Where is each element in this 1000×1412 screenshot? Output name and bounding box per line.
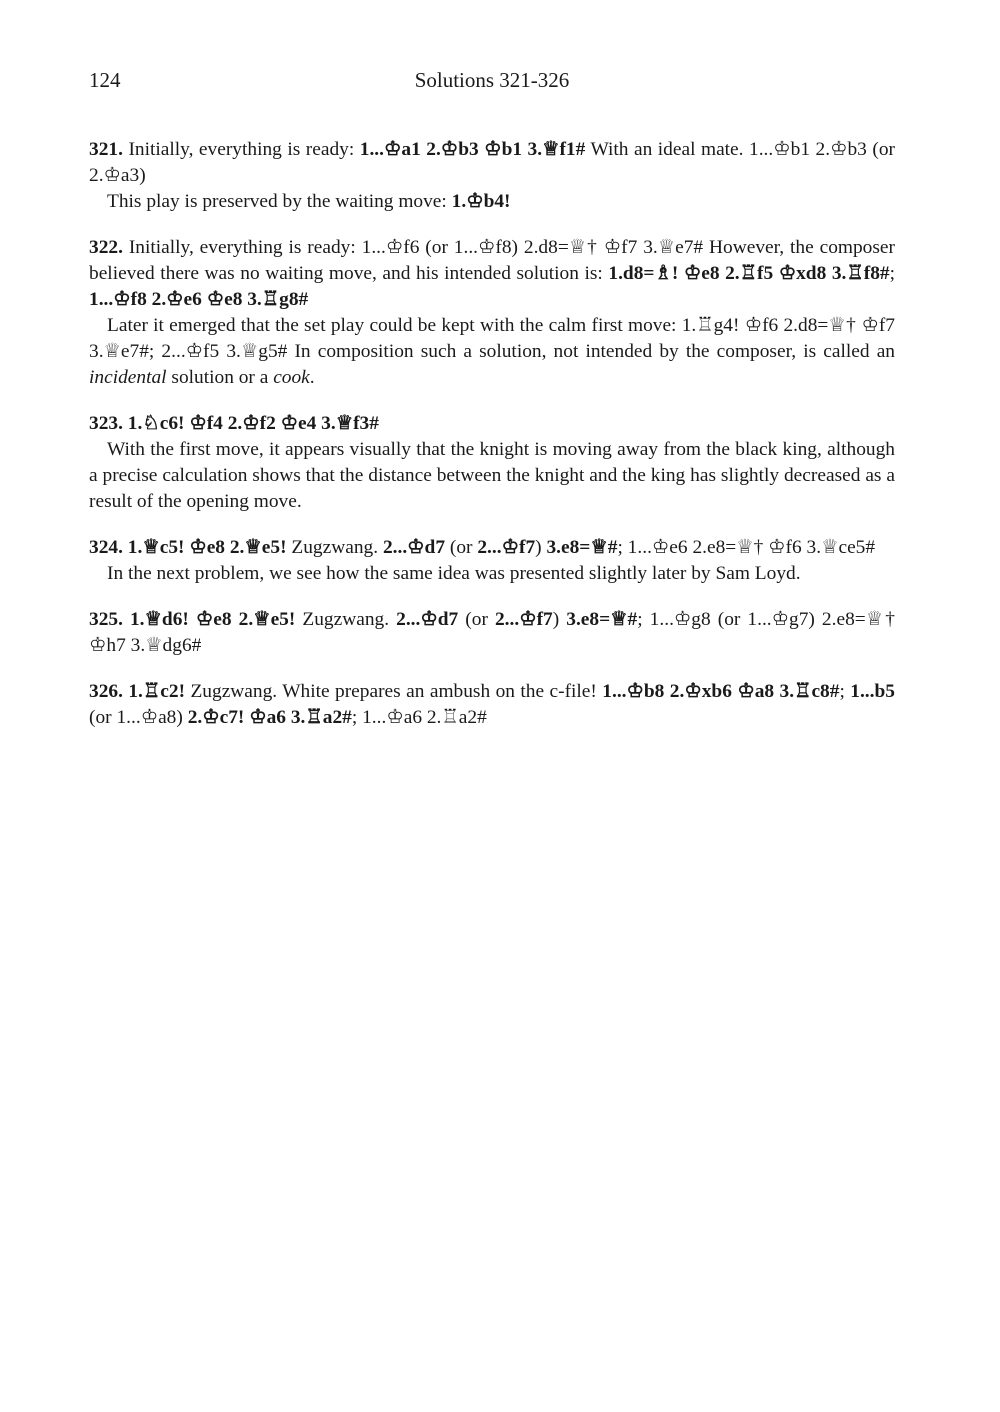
solution-323-text [89,411,895,437]
text-run: Zugzwang. [286,537,383,558]
text-run: Initially, everything is ready: 1...♔f6 (or 1...♔f8) 2.d8=♕† ♔f7 3.♕e7# However, the composer believed there was no waiting move, and his intended solution is: [89,237,895,284]
text-run: Zugzwang. [295,609,397,630]
text-run: solution or a [166,367,274,388]
text-run: . [309,367,315,388]
solution-323-note [89,437,895,515]
text-run: ; 1...♔e6 2.e8=♕† ♔f6 3.♕ce5# [617,537,876,558]
text-run: 3.e8=♕# [546,537,618,558]
solution-323 [89,411,895,515]
solution-324-note [89,561,895,587]
solution-325 [89,607,895,659]
solution-326 [89,679,895,731]
text-run: ; 1...♔a6 2.♖a2# [351,707,487,728]
text-run: 1...♔a1 2.♔b3 ♔b1 3.♕f1# [359,139,586,160]
solution-326-text [89,679,895,731]
text-run: (or 1...♔a8) [89,707,188,728]
text-run: 2.♔c7! ♔a6 3.♖a2# [187,707,352,728]
text-run: 1...b5 [850,681,895,702]
text-run: 2...♔d7 [382,537,446,558]
text-run: incidental [89,367,167,388]
solution-322-note [89,313,895,391]
text-run: 322. [89,237,123,258]
text-run: ; 1...♔g8 (or 1...♔g7) 2.e8=♕† ♔h7 3.♕dg6# [89,609,895,656]
page-header [89,68,895,98]
text-run: 2...♔f7 [477,537,536,558]
text-run: ) [535,537,547,558]
text-run: 3.e8=♕# [566,609,638,630]
text-run: 1.d8=♗! ♔e8 2.♖f5 ♔xd8 3.♖f8# [608,263,890,284]
text-run: Zugzwang. White prepares an ambush on the c-file! [185,681,603,702]
text-run: Later it emerged that the set play could be kept with the calm first move: 1.♖g4! ♔f6 2.d8=♕† ♔f7 3.♕e7#; 2...♔f5 3.♕g5# In composition such a solution, not intended by the composer, is called an [89,315,895,362]
text-run: 323. 1.♘c6! ♔f4 2.♔f2 ♔e4 3.♕f3# [89,413,379,434]
solution-321-text [89,137,895,189]
text-run: ; [839,681,851,702]
text-run: This play is preserved by the waiting move: [107,191,452,212]
solution-321-note [89,189,895,215]
text-run: 325. 1.♕d6! ♔e8 2.♕e5! [89,609,296,630]
solution-324 [89,535,895,587]
text-run: cook [273,367,310,388]
text-run: (or [445,537,478,558]
text-run: 1.♔b4! [451,191,511,212]
running-title: Solutions 321-326 [414,68,570,92]
solution-324-text [89,535,895,561]
text-run: 2...♔f7 [494,609,553,630]
text-run: With an ideal mate. 1...♔b1 2.♔b3 (or 2.♔a3) [89,139,895,186]
solution-322 [89,235,895,391]
page-number: 124 [89,68,121,92]
text-run: 321. [89,139,123,160]
text-run: 1...♔f8 2.♔e6 ♔e8 3.♖g8# [89,289,309,310]
text-run: ) [552,609,567,630]
text-run: ; [889,263,895,284]
text-run: (or [458,609,495,630]
text-run: 326. 1.♖c2! [89,681,186,702]
solution-321 [89,137,895,215]
text-run: Initially, everything is ready: [122,139,360,160]
text-run: 2...♔d7 [396,609,459,630]
text-run: In the next problem, we see how the same idea was presented slightly later by Sam Loyd. [107,563,801,584]
text-run: With the first move, it appears visually that the knight is moving away from the black king, although a precise calculation shows that the distance between the knight and the king has slightly decreased as a result of the opening move. [89,439,895,512]
solution-325-text [89,607,895,659]
solution-322-text [89,235,895,313]
text-run: 324. 1.♕c5! ♔e8 2.♕e5! [89,537,287,558]
text-run: 1...♔b8 2.♔xb6 ♔a8 3.♖c8# [602,681,840,702]
solutions-content [89,137,895,751]
